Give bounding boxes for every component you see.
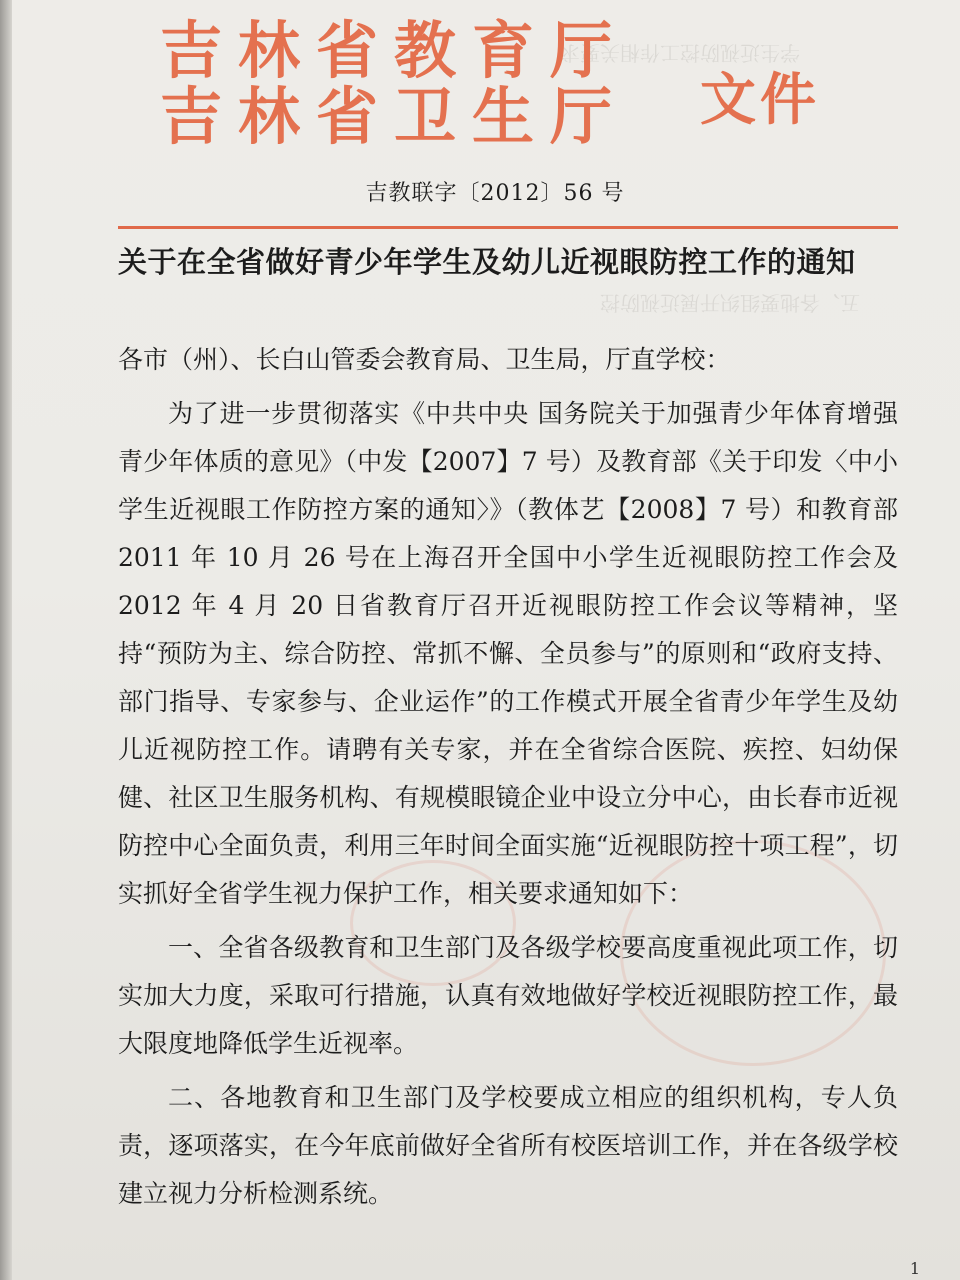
document-title: 关于在全省做好青少年学生及幼儿近视眼防控工作的通知 bbox=[118, 245, 856, 279]
issuer-name: 吉林省教育厅 bbox=[160, 14, 629, 87]
issuer-name: 吉林省卫生厅 bbox=[160, 80, 629, 153]
paragraph: 二、各地教育和卫生部门及学校要成立相应的组织机构，专人负责，逐项落实，在今年底前做好全省所有校医培训工作，并在各级学校建立视力分析检测系统。 bbox=[118, 1083, 898, 1208]
red-divider-line bbox=[118, 226, 898, 229]
paragraph: 一、全省各级教育和卫生部门及各级学校要高度重视此项工作，切实加大力度，采取可行措施，认真有效地做好学校近视眼防控工作，最大限度地降低学生近视率。 bbox=[118, 933, 898, 1058]
document-body bbox=[118, 336, 898, 1218]
document-header bbox=[160, 14, 880, 168]
show-through: 五、各地要组织开展近视防控 bbox=[600, 291, 860, 315]
salutation: 各市（州）、长白山管委会教育局、卫生局，厅直学校： bbox=[118, 345, 731, 374]
page-number: 1 bbox=[909, 1259, 920, 1278]
show-through: 学生近视防控工作相关要求 bbox=[560, 41, 800, 65]
document-number: 吉教联字〔2012〕56 号 bbox=[365, 181, 625, 206]
document-type: 文件 bbox=[700, 68, 820, 133]
paragraph: 为了进一步贯彻落实《中共中央 国务院关于加强青少年体育增强青少年体质的意见》（中发【2007】7 号）及教育部《关于印发〈中小学生近视眼工作防控方案的通知〉》（教体艺【2008】7 号）和教育部2011 年 10 月 26 号在上海召开全国中小学生近视眼防控工作会及 2012 年 4 月 20 日省教育厅召开近视眼防控工作会议等精神，坚持“预防为主、综合防控、常抓不懈、全员参与”的原则和“政府支持、部门指导、专家参与、企业运作”的工作模式开展全省青少年学生及幼儿近视防控工作。请聘有关专家，并在全省综合医院、疾控、妇幼保健、社区卫生服务机构、有规模眼镜企业中设立分中心，由长春市近视防控中心全面负责，利用三年时间全面实施“近视眼防控十项工程”，切实抓好全省学生视力保护工作，相关要求通知如下： bbox=[118, 399, 898, 908]
